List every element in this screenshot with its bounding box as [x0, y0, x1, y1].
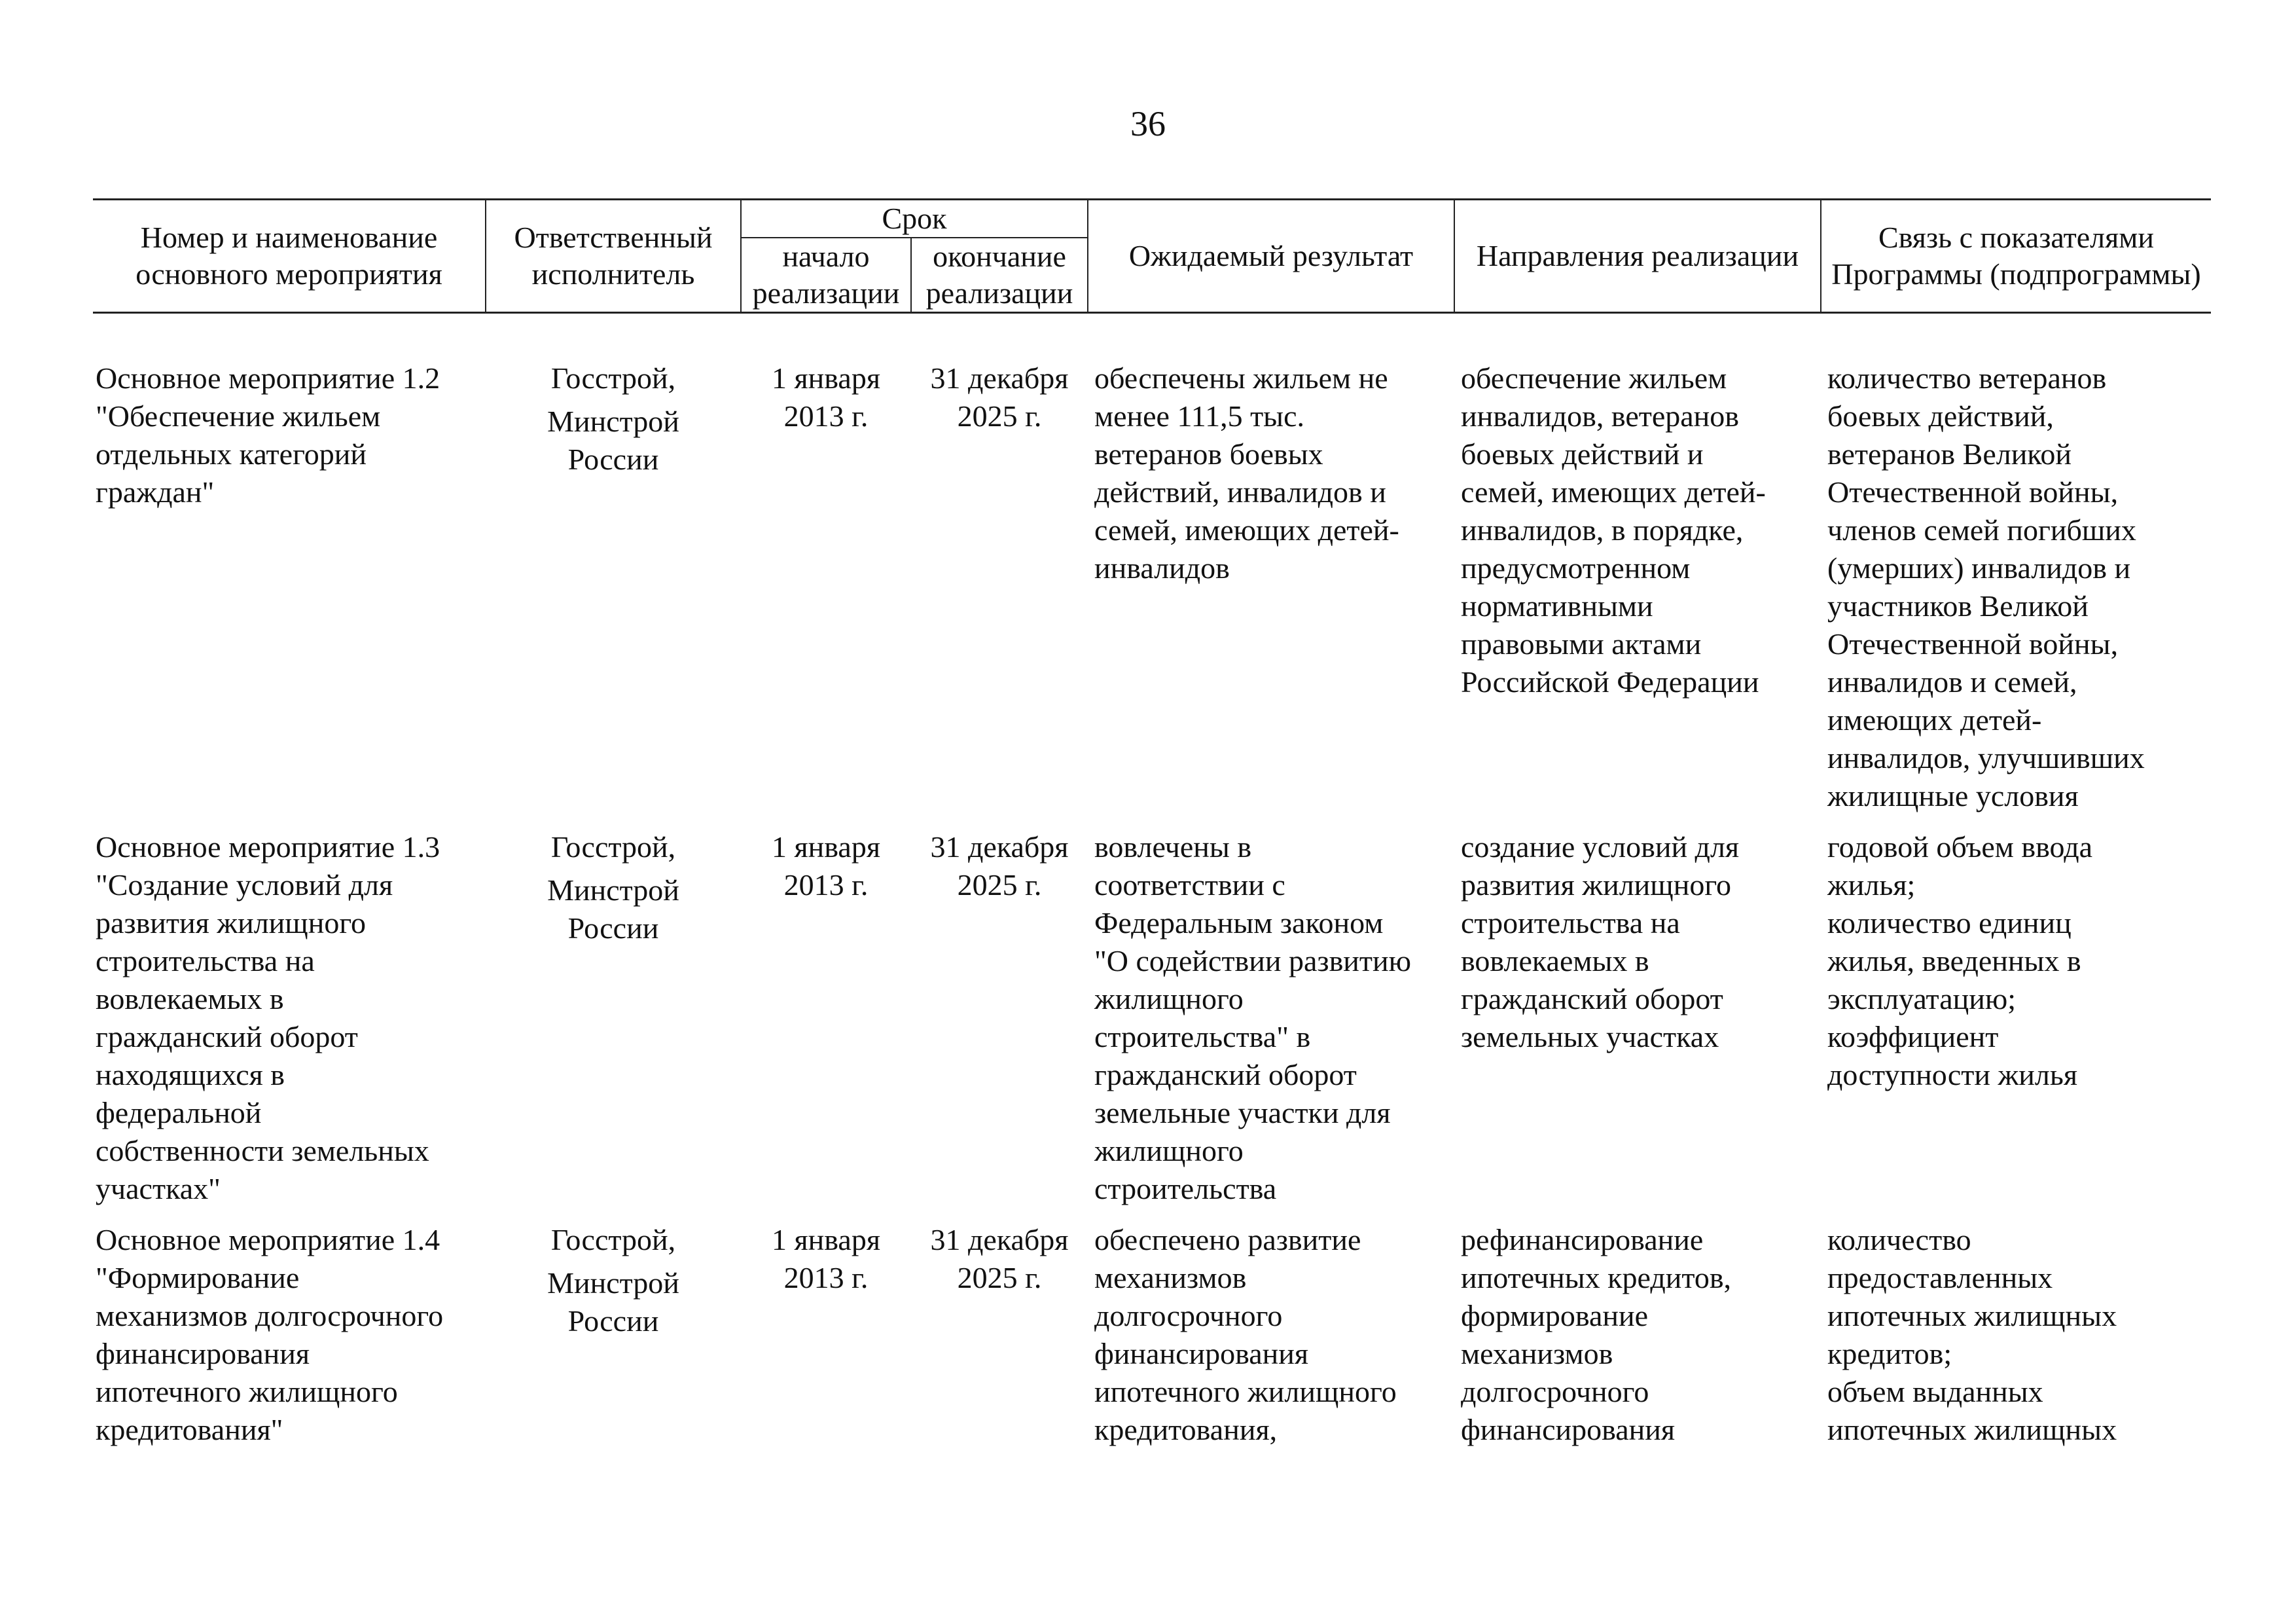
executor-line-1: Госстрой, — [550, 361, 676, 395]
executor-line-2: Минстрой России — [547, 405, 679, 476]
activity-end: 31 декабря 2025 г. — [930, 361, 1069, 433]
header-link: Связь с показателями Программы (подпрограммы) — [1821, 200, 2211, 313]
table-row — [93, 1221, 2211, 1462]
activity-result: обеспечено развитие механизмов долгосрочного финансирования ипотечного жилищного кредитования, — [1094, 1223, 1397, 1446]
activity-end: 31 декабря 2025 г. — [930, 830, 1069, 902]
activity-name: Основное мероприятие 1.3 "Создание условий для развития жилищного строительства на вовлекаемых в гражданский оборот находящихся в федеральной собственности земельных участках" — [96, 830, 440, 1205]
executor-line-1: Госстрой, — [550, 830, 676, 864]
activity-start: 1 января 2013 г. — [772, 830, 880, 902]
header-executor: Ответственный исполнитель — [486, 200, 741, 313]
activity-name: Основное мероприятие 1.2 "Обеспечение жильем отдельных категорий граждан" — [96, 361, 440, 509]
activity-directions: создание условий для развития жилищного строительства на вовлекаемых в гражданский оборот земельных участках — [1461, 830, 1740, 1053]
activity-indicators: количество предоставленных ипотечных жилищных кредитов; объем выданных ипотечных жилищных — [1827, 1223, 2117, 1446]
header-name: Номер и наименование основного мероприятия — [93, 200, 486, 313]
activity-result: обеспечены жильем не менее 111,5 тыс. ветеранов боевых действий, инвалидов и семей, имеющих детей- инвалидов — [1094, 361, 1399, 585]
activity-name: Основное мероприятие 1.4 "Формирование механизмов долгосрочного финансирования ипотечного жилищного кредитования" — [96, 1223, 444, 1446]
activity-indicators: количество ветеранов боевых действий, ветеранов Великой Отечественной войны, членов семей погибших (умерших) инвалидов и участников Великой Отечественной войны, инвалидов и семей, имеющих детей- инвалидов, улучшивших жилищные условия — [1827, 361, 2145, 812]
table-body — [93, 313, 2211, 1463]
executor-line-2: Минстрой России — [547, 873, 679, 945]
activity-start: 1 января 2013 г. — [772, 361, 880, 433]
activity-directions: обеспечение жильем инвалидов, ветеранов боевых действий и семей, имеющих детей- инвалидов, в порядке, предусмотренном нормативными правовыми актами Российской Федерации — [1461, 361, 1766, 699]
table-row — [93, 313, 2211, 829]
table-row — [93, 828, 2211, 1221]
activity-end: 31 декабря 2025 г. — [930, 1223, 1069, 1294]
activity-result: вовлечены в соответствии с Федеральным законом "О содействии развитию жилищного строительства" в гражданский оборот земельные участки для жилищного строительства — [1094, 830, 1412, 1205]
activity-start: 1 января 2013 г. — [772, 1223, 880, 1294]
header-result: Ожидаемый результат — [1088, 200, 1454, 313]
activity-executor — [486, 828, 741, 1221]
header-end: окончание реализации — [911, 238, 1088, 313]
activities-table — [93, 198, 2211, 1462]
table-header — [93, 200, 2211, 313]
header-start: начало реализации — [741, 238, 911, 313]
activity-executor — [486, 1221, 741, 1462]
header-term: Срок — [741, 200, 1088, 238]
header-directions: Направления реализации — [1454, 200, 1821, 313]
activity-directions: рефинансирование ипотечных кредитов, формирование механизмов долгосрочного финансирования — [1461, 1223, 1732, 1446]
executor-line-1: Госстрой, — [550, 1223, 676, 1256]
activity-executor — [486, 313, 741, 829]
page-number: 36 — [1130, 104, 1166, 143]
executor-line-2: Минстрой России — [547, 1266, 679, 1338]
activity-indicators: годовой объем ввода жилья; количество единиц жилья, введенных в эксплуатацию; коэффициент доступности жилья — [1827, 830, 2093, 1091]
